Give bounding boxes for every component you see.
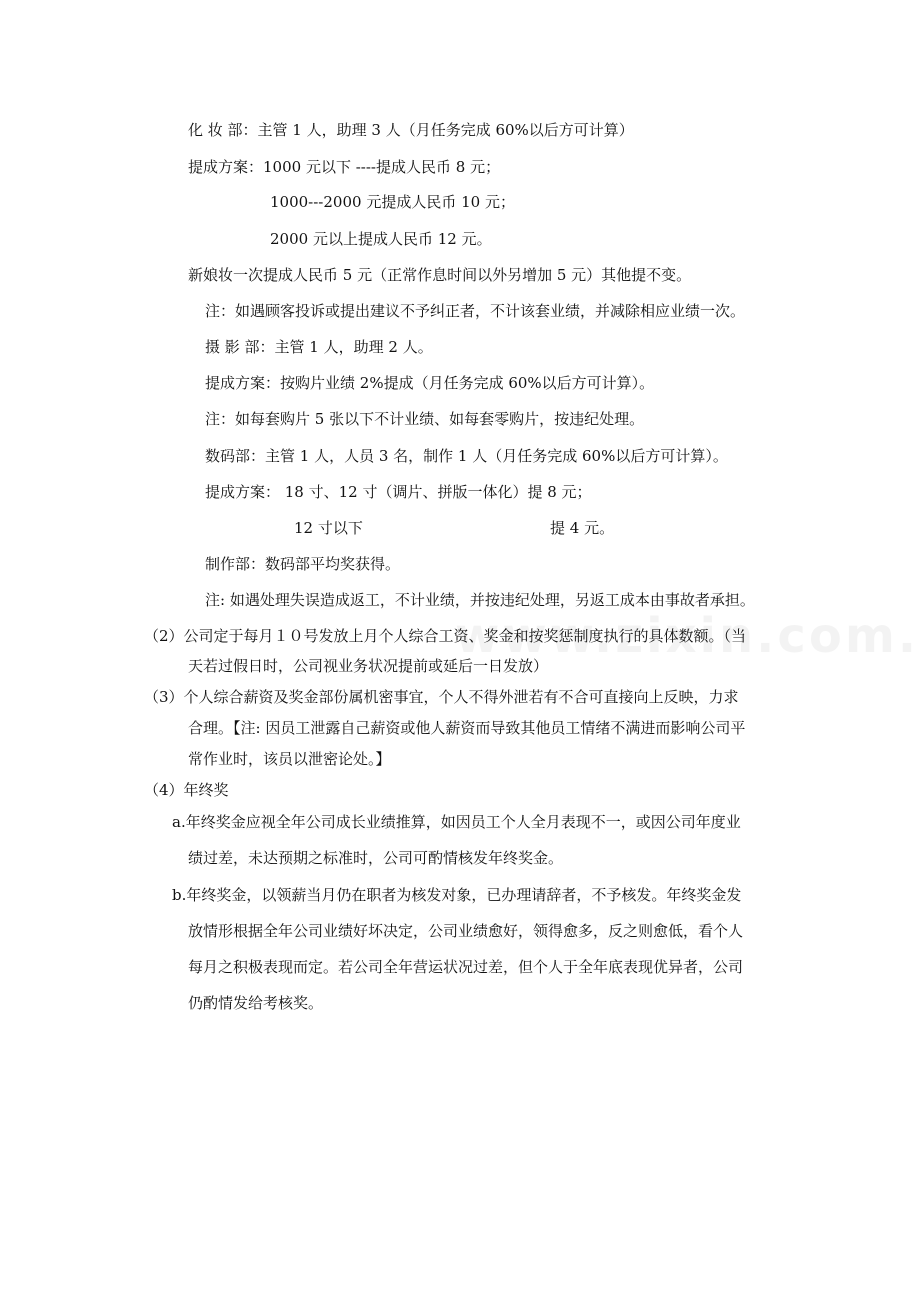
bridal-makeup-commission: 新娘妆一次提成人民币 5 元（正常作息时间以外另增加 5 元）其他提不变。 (188, 266, 692, 284)
item-2-line-1: （2）公司定于每月１０号发放上月个人综合工资、奖金和按奖惩制度执行的具体数额。（当 (144, 627, 747, 645)
item-4b-line-1: b.年终奖金，以领薪当月仍在职者为核发对象，已办理请辞者，不予核发。年终奖金发 (172, 886, 742, 904)
makeup-note: 注：如遇顾客投诉或提出建议不予纠正者，不计该套业绩，并减除相应业绩一次。 (205, 302, 746, 320)
digital-commission-plan: 提成方案： 18 寸、12 寸（调片、拼版一体化）提 8 元； (205, 483, 592, 501)
photo-dept-header: 摄 影 部：主管 1 人，助理 2 人。 (205, 338, 433, 356)
digital-note: 注: 如遇处理失误造成返工，不计业绩，并按违纪处理，另返工成本由事故者承担。 (205, 591, 755, 609)
item-3-line-3: 常作业时，该员以泄密论处。】 (188, 750, 391, 768)
item-4-title: （4）年终奖 (144, 781, 229, 799)
item-4b-line-3: 每月之积极表现而定。若公司全年营运状况过差，但个人于全年底表现优异者，公司 (188, 958, 744, 976)
makeup-commission-tier1: 提成方案：1000 元以下 ----提成人民币 8 元； (188, 158, 501, 176)
photo-note: 注：如每套购片 5 张以下不计业绩、如每套零购片，按违纪处理。 (205, 410, 645, 428)
item-2-line-2: 天若过假日时，公司视业务状况提前或延后一日发放） (188, 657, 549, 675)
digital-commission-small-amount: 提 4 元。 (550, 519, 615, 537)
digital-commission-small-size: 12 寸以下 (294, 519, 363, 537)
item-3-line-1: （3）个人综合薪资及奖金部份属机密事宜，个人不得外泄若有不合可直接向上反映，力求 (144, 688, 739, 706)
production-dept: 制作部：数码部平均奖获得。 (205, 555, 401, 573)
item-4b-line-2: 放情形根据全年公司业绩好坏决定，公司业绩愈好，领得愈多，反之则愈低，看个人 (188, 922, 744, 940)
item-4a-line-2: 绩过差，未达预期之标准时，公司可酌情核发年终奖金。 (188, 849, 564, 867)
photo-commission-plan: 提成方案：按购片业绩 2%提成（月任务完成 60%以后方可计算）。 (205, 374, 655, 392)
makeup-commission-tier3: 2000 元以上提成人民币 12 元。 (270, 230, 492, 248)
digital-dept-header: 数码部：主管 1 人，人员 3 名，制作 1 人（月任务完成 60%以后方可计算）。 (205, 447, 728, 465)
makeup-dept-header: 化 妆 部：主管 1 人，助理 3 人（月任务完成 60%以后方可计算） (188, 121, 634, 139)
item-4a-line-1: a.年终奖金应视全年公司成长业绩推算，如因员工个人全月表现不一，或因公司年度业 (172, 813, 741, 831)
item-3-line-2: 合理。【注: 因员工泄露自己薪资或他人薪资而导致其他员工情绪不满进而影响公司平 (188, 719, 746, 737)
item-4b-line-4: 仍酌情发给考核奖。 (188, 994, 324, 1012)
makeup-commission-tier2: 1000---2000 元提成人民币 10 元； (270, 193, 515, 211)
